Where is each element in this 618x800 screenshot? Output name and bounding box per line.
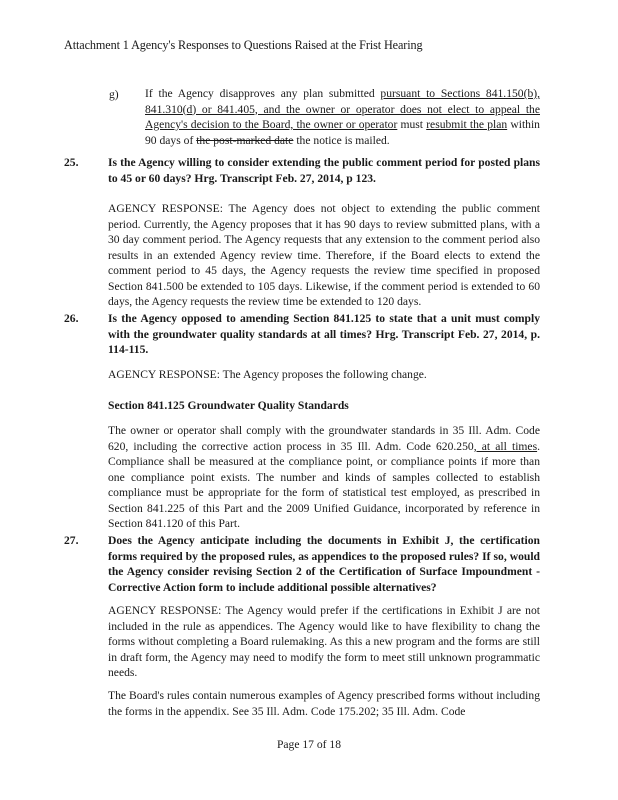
question-27-text: Does the Agency anticipate including the documents in Exhibit J, the certification forms required by the proposed rules, as appendices to the proposed rules? If so, would the Agency consider revising Section 2 of the Certification of Surface Impoundment - Corrective Action form to include additional possible alternatives? [108, 534, 540, 594]
section-841-125-text: The owner or operator shall comply with the groundwater standards in 35 Ill. Adm. Code 620, including the corrective action process in 35 Ill. Adm. Code 620.250, at all times. Compliance shall be measured at the compliance point, or compliance points if more than one compliance point exists. The number and kinds of samples collected to establish compliance must be appropriate for the form of statistical test employed, as prescribed in Section 841.225 of this Part and the 2009 Unified Guidance, incorporated by reference in Section 841.120 of this Part. [108, 424, 540, 530]
item-g-text: If the Agency disapproves any plan submitted pursuant to Sections 841.150(b), 841.310(d) or 841.405, and the owner or operator does not elect to appeal the Agency's decision to the Board, the owner or operator must resubmit the plan within 90 days of the post-marked date the notice is mailed. [145, 87, 540, 147]
page-header: Attachment 1 Agency's Responses to Questions Raised at the Frist Hearing [64, 38, 423, 52]
question-25-text: Is the Agency willing to consider extending the public comment period for posted plans to 45 or 60 days? Hrg. Transcript Feb. 27, 2014, p 123. [108, 156, 540, 185]
question-26-text: Is the Agency opposed to amending Section 841.125 to state that a unit must comply with the groundwater quality standards at all times? Hrg. Transcript Feb. 27, 2014, p. 114-115. [108, 312, 540, 356]
question-27-response-continued: The Board's rules contain numerous examples of Agency prescribed forms without including the forms in the appendix. See 35 Ill. Adm. Code 175.202; 35 Ill. Adm. Code [108, 689, 540, 718]
question-27-response: AGENCY RESPONSE: The Agency would prefer if the certifications in Exhibit J are not included in the rule as appendices. The Agency would like to have flexibility to chang the forms without completing a Board rulemaking. As this a new program and the forms are still in draft form, the Agency may need to modify the form to meet still unknown programmatic needs. [108, 604, 540, 679]
question-26-response: AGENCY RESPONSE: The Agency proposes the following change. [108, 368, 427, 381]
item-g-label: g) [109, 88, 119, 101]
question-26-number: 26. [64, 312, 79, 325]
page-footer: Page 17 of 18 [276, 738, 342, 751]
question-27-number: 27. [64, 534, 79, 547]
question-25-response: AGENCY RESPONSE: The Agency does not object to extending the public comment period. Currently, the Agency proposes that it has 90 days to review submitted plans, with a 30 day comment period. The Agency requests that any extension to the comment period also results in an extended Agency review time. Therefore, if the Board elects to extend the comment period to 45 days, the Agency requests the review time specified in proposed Section 841.500 be extended to 105 days. Likewise, if the comment period is extended to 60 days, the Agency requests the review time be extended to 120 days. [108, 202, 540, 308]
section-841-125-title: Section 841.125 Groundwater Quality Standards [108, 399, 349, 412]
question-25-number: 25. [64, 156, 79, 169]
